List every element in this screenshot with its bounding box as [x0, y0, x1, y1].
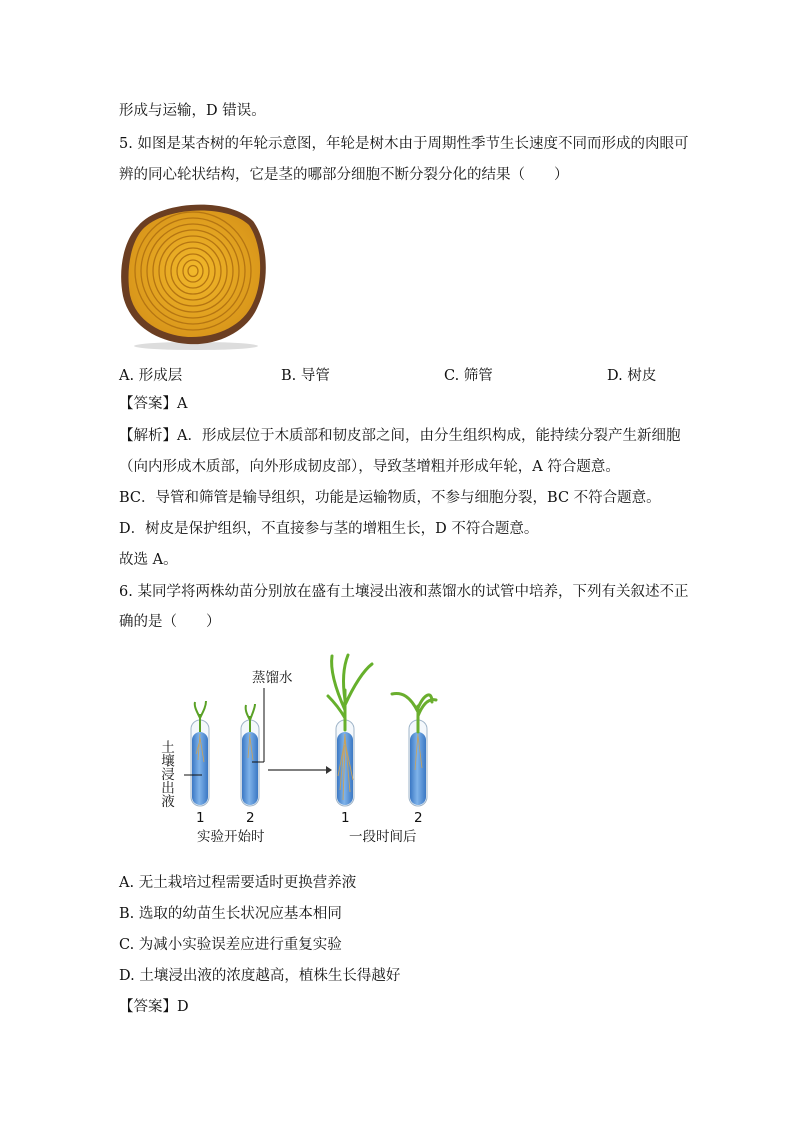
analysis-5: 【解析】A．形成层位于木质部和韧皮部之间，由分生组织构成，能持续分裂产生新细胞	[119, 428, 681, 444]
tube-number-1-after: 1	[341, 810, 350, 826]
answer-6: 【答案】D	[119, 999, 189, 1015]
text-line: 形成与运输，D 错误。	[119, 103, 266, 119]
option-a: A. 形成层	[119, 368, 183, 384]
question-5-stem: 5. 如图是某杏树的年轮示意图，年轮是树木由于周期性季节生长速度不同而形成的肉眼可	[119, 136, 689, 152]
tree-ring-image	[118, 196, 270, 352]
option-d: D. 土壤浸出液的浓度越高，植株生长得越好	[119, 968, 401, 984]
analysis-5: （向内形成木质部，向外形成韧皮部），导致茎增粗并形成年轮，A 符合题意。	[119, 459, 620, 475]
question-5-stem: 辨的同心轮状结构，它是茎的哪部分细胞不断分裂分化的结果（ ）	[119, 167, 569, 183]
tube-number-2-after: 2	[414, 810, 423, 826]
option-b: B. 导管	[281, 368, 330, 384]
option-d: D. 树皮	[607, 368, 657, 384]
tube-number-2: 2	[246, 810, 255, 826]
experiment-figure	[160, 650, 460, 850]
question-6-stem: 确的是（ ）	[119, 614, 221, 630]
question-6-stem: 6. 某同学将两株幼苗分别放在盛有土壤浸出液和蒸馏水的试管中培养，下列有关叙述不正	[119, 584, 689, 600]
tube-2-after	[392, 694, 436, 806]
label-distilled-water: 蒸馏水	[252, 670, 293, 686]
option-b: B. 选取的幼苗生长状况应基本相同	[119, 906, 342, 922]
tube-1-start	[191, 701, 209, 806]
analysis-5: D．树皮是保护组织，不直接参与茎的增粗生长，D 不符合题意。	[119, 521, 539, 537]
tube-2-start	[241, 704, 259, 806]
tube-number-1: 1	[196, 810, 205, 826]
caption-after: 一段时间后	[349, 829, 417, 845]
analysis-5: BC．导管和筛管是输导组织，功能是运输物质，不参与细胞分裂，BC 不符合题意。	[119, 490, 661, 506]
option-c: C. 为减小实验误差应进行重复实验	[119, 937, 342, 953]
answer-5: 【答案】A	[119, 396, 188, 412]
tube-1-after	[328, 655, 372, 806]
option-a: A. 无土栽培过程需要适时更换营养液	[119, 875, 357, 891]
caption-start: 实验开始时	[197, 829, 265, 845]
option-c: C. 筛管	[444, 368, 493, 384]
label-soil-extract: 土壤浸出液	[158, 740, 174, 808]
conclusion-5: 故选 A。	[119, 552, 178, 568]
